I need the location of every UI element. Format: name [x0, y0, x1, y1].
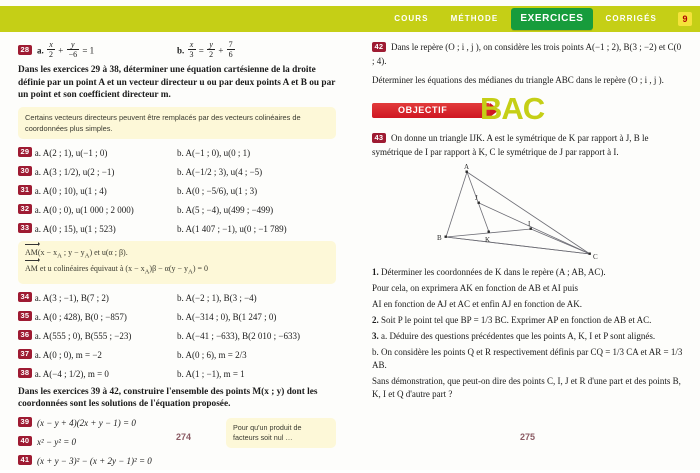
objectif-bac-banner [372, 91, 684, 126]
item-b: b. A(1 407 ; −1), u(0 ; −1 789) [177, 223, 287, 234]
item-a: a. A(555 ; 0), B(555 ; −23) [34, 330, 132, 341]
fraction-y-2: $\frac{y}{2}$ [209, 40, 214, 59]
point-b-dot [445, 236, 447, 238]
question-2-text: Soit P le point tel que BP = 1/3 BC. Exprimer AP en fonction de AB et AC. [381, 315, 652, 325]
question-1-hint-2: AI en fonction de AJ et AC et enfin AJ en fonction de AK. [372, 299, 582, 309]
exercise-35 [18, 310, 336, 324]
exercise-number: 42 [372, 42, 386, 52]
exercise-42 [372, 40, 684, 68]
label-a: A [464, 164, 470, 171]
equation: (x − y + 4)(2x + y − 1) = 0 [37, 417, 136, 428]
tab-exercices[interactable]: EXERCICES [511, 8, 592, 30]
question-2 [372, 314, 684, 327]
point-j-dot [478, 202, 480, 204]
fraction-x-2: $\frac{x}{2}$ [49, 40, 53, 59]
fraction-y-neg6: $\frac{y}{-6}$ [68, 40, 78, 59]
label-b: B [437, 234, 442, 242]
exercise-number: 40 [18, 436, 32, 446]
exercise-41 [18, 454, 336, 468]
chapter-number-badge: 9 [678, 12, 692, 26]
page-number-left: 274 [176, 432, 192, 442]
exercise-30 [18, 165, 336, 179]
exercise-number: 29 [18, 147, 32, 157]
question-2-number: 2. [372, 315, 379, 325]
exercise-43 [372, 131, 684, 159]
item-b: b. A(5 ; −4), u(499 ; −499) [177, 204, 274, 215]
fraction-7-6: $\frac{7}{6}$ [228, 40, 233, 59]
question-1 [372, 266, 684, 279]
question-3b: b. On considère les points Q et R respectivement définis par CQ = 1/3 CA et AR = 1/3 AB. [372, 347, 683, 370]
statement-line-2: Déterminer les équations des médianes du triangle ABC dans le repère (O ; i , j ). [372, 75, 664, 85]
exercise-32 [18, 203, 336, 217]
exercise-37 [18, 348, 336, 362]
exercise-number: 36 [18, 330, 32, 340]
exercise-number: 33 [18, 223, 32, 233]
exercise-42-question [372, 73, 684, 87]
equals-sign: = [198, 45, 204, 56]
item-b: b. A(−2 ; 1), B(3 ; −4) [177, 292, 257, 303]
label-c: C [593, 253, 598, 260]
page-number-right: 275 [520, 432, 536, 442]
item-a: a. A(3 ; −1), B(7 ; 2) [34, 292, 109, 303]
chapter-nav-band [0, 6, 700, 32]
label-k: K [485, 236, 491, 244]
label-j: J [475, 194, 478, 202]
point-c-dot [589, 253, 591, 255]
tab-methode[interactable]: MÉTHODE [450, 14, 499, 23]
label-i: I [528, 220, 531, 228]
item-a: a. A(2 ; 1), u(−1 ; 0) [34, 147, 108, 158]
exercise-number: 32 [18, 204, 32, 214]
item-a: a. A(0 ; 0), m = −2 [34, 349, 102, 360]
tab-corriges[interactable]: CORRIGÉS [605, 14, 657, 23]
exercise-number: 41 [18, 455, 32, 465]
statement: On donne un triangle IJK. A est le symétrique de K par rapport à J, B le symétrique de I par rapport à K, C le symétrique de J par rapport à I. [372, 133, 649, 157]
formula-line-1: $AM(x - x_A$ ; $y - y_A$) et u(α ; β). [25, 247, 128, 260]
equals-one: = 1 [82, 45, 95, 56]
exercise-33 [18, 222, 336, 236]
hint-box-collinear: Certains vecteurs directeurs peuvent être remplacés par des vecteurs colinéaires de coordonnées plus simples. [18, 107, 336, 139]
question-3c: Sans démonstration, que peut-on dire des points C, I, J et R d'une part et des points B, K, I et Q d'autre part ? [372, 376, 681, 399]
exercise-number: 39 [18, 417, 32, 427]
item-a: a. A(−4 ; 1/2), m = 0 [34, 368, 109, 379]
hint-box-collinearity-formula [18, 241, 336, 284]
exercise-36 [18, 329, 336, 343]
item-b: b. A(−314 ; 0), B(1 247 ; 0) [177, 311, 277, 322]
exercise-34 [18, 291, 336, 305]
segment-ab [446, 172, 467, 237]
item-b: b. A(−1 ; 0), u(0 ; 1) [177, 147, 251, 158]
plus-sign: + [58, 45, 64, 56]
exercise-number: 35 [18, 311, 32, 321]
exercise-number: 38 [18, 368, 32, 378]
bac-wordmark: BAC [480, 91, 545, 126]
item-a: a. A(0 ; 15), u(1 ; 523) [34, 223, 116, 234]
segment-j-c [479, 203, 590, 254]
point-k-dot [488, 231, 490, 233]
left-page [18, 40, 336, 473]
hint-box-product-zero: Pour qu'un produit de facteurs soit nul … [226, 418, 336, 448]
tab-cours[interactable]: COURS [394, 14, 429, 23]
item-b: b. A(−41 ; −633), B(2 010 ; −633) [177, 330, 300, 341]
statement-line-1: Dans le repère (O ; i , j ), on considère les trois points A(−1 ; 2), B(3 ; −2) et C(0 ; 4). [372, 42, 682, 66]
question-1-hint-1: Pour cela, on exprimera AK en fonction de AB et AI puis [372, 283, 578, 293]
equation: (x + y − 3)² − (x + 2y − 1)² = 0 [37, 455, 152, 466]
right-page [372, 40, 684, 404]
item-b: b. A(0 ; −5/6), u(1 ; 3) [177, 185, 258, 196]
item-a-label: a. [37, 45, 44, 56]
exercise-number: 30 [18, 166, 32, 176]
exercise-number: 31 [18, 185, 32, 195]
nav-tabs [383, 6, 692, 32]
objectif-label: OBJECTIF [398, 105, 448, 115]
formula-line-2: AM et u colinéaires équivaut à $(x - x_A)\beta - \alpha(y - y_A) = 0$ [25, 264, 209, 276]
exercise-29 [18, 146, 336, 160]
item-a: a. A(3 ; 1/2), u(2 ; −1) [34, 166, 115, 177]
question-3-number: 3. [372, 331, 379, 341]
exercise-38 [18, 367, 336, 381]
instructions-39-42: Dans les exercices 39 à 42, construire l'ensemble des points M(x ; y) dont les coordonnées sont les solutions de l'équation proposée. [18, 386, 318, 410]
item-b: b. A(0 ; 6), m = 2/3 [177, 349, 247, 360]
exercise-number: 37 [18, 349, 32, 359]
item-b: b. A(1 ; −1), m = 1 [177, 368, 245, 379]
item-b-label: b. [177, 45, 185, 56]
fraction-x-3: $\frac{x}{3}$ [189, 40, 194, 59]
item-a: a. A(0 ; 0), u(1 000 ; 2 000) [34, 204, 134, 215]
objectif-label-bar [372, 103, 490, 118]
question-3a [372, 330, 684, 343]
figure-vertices [445, 171, 591, 255]
item-b: b. A(−1/2 ; 3), u(4 ; −5) [177, 166, 263, 177]
item-a: a. A(0 ; 428), B(0 ; −857) [34, 311, 127, 322]
equation: x² − y² = 0 [37, 436, 77, 447]
exercise-31 [18, 184, 336, 198]
question-1-text: Déterminer les coordonnées de K dans le repère (A ; AB, AC). [381, 267, 606, 277]
question-1-number: 1. [372, 267, 379, 277]
exercise-number: 43 [372, 133, 386, 143]
plus-sign-b: + [218, 45, 224, 56]
instructions-29-38: Dans les exercices 29 à 38, déterminer une équation cartésienne de la droite définie par un point A et un vecteur directeur u ou par deux points A et B ou par un point et son coefficient directeur m. [18, 65, 336, 100]
exercise-number: 34 [18, 292, 32, 302]
question-3a-text: a. Déduire des questions précédentes que les points A, K, I et P sont alignés. [381, 331, 656, 341]
triangle-svg [372, 164, 684, 260]
item-a: a. A(0 ; 10), u(1 ; 4) [34, 185, 107, 196]
exercise-number: 28 [18, 45, 32, 55]
triangle-figure [372, 164, 684, 260]
exercise-28 [18, 40, 336, 59]
